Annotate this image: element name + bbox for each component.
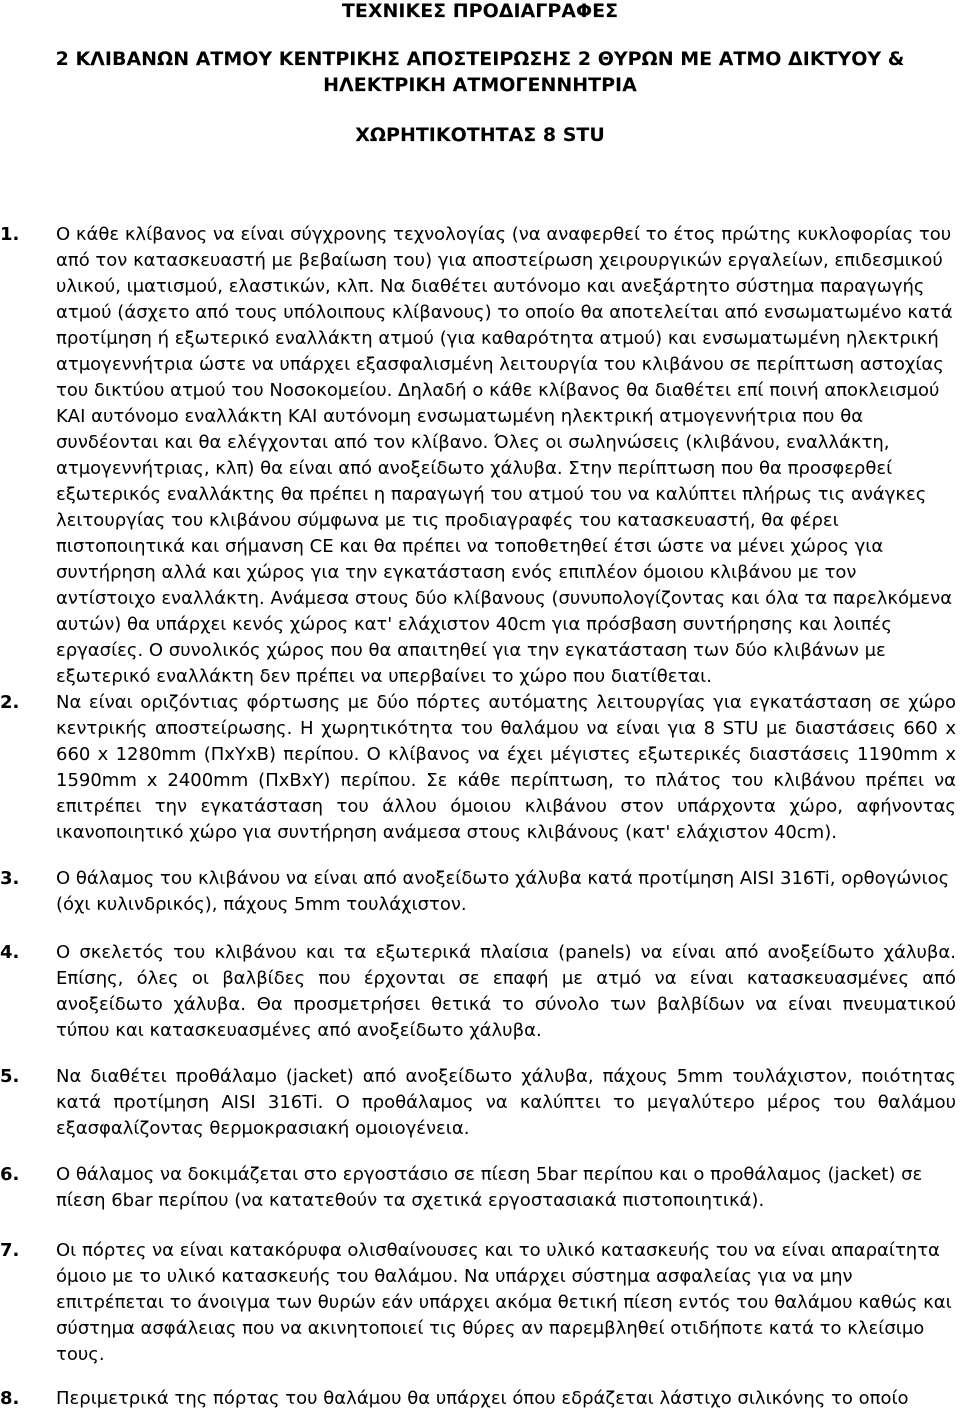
- item-text: Να είναι οριζόντιας φόρτωσης με δύο πόρτες αυτόματης λειτουργίας για εγκατάσταση σε χώρο κεντρικής αποστείρωσης. Η χωρητικότητα του θαλάμου να είναι για 8 STU με διαστάσεις 660 x 660 x 1280mm (ΠxΥxΒ) περίπου. Ο κλίβανος να έχει μέγιστες εξωτερικές διαστάσεις 1190mm x 1590mm x 2400mm (ΠxΒxΥ) περίπου. Σε κάθε περίπτωση, το πλάτος του κλιβάνου πρέπει να επιτρέπει την εγκατάσταση του άλλου όμοιου κλιβάνου στον υπάρχοντα χώρο, αφήνοντας ικανοποιητικό χώρο για συντήρηση ανάμεσα στους κλιβάνους (κατ' ελάχιστον 40cm).: [56, 692, 956, 843]
- item-number: 6.: [0, 1164, 20, 1185]
- document-title: ΤΕΧΝΙΚΕΣ ΠΡΟΔΙΑΓΡΑΦΕΣ: [341, 0, 619, 22]
- item-text: Ο θάλαμος του κλιβάνου να είναι από ανοξείδωτο χάλυβα κατά προτίμηση AISI 316Ti, ορθογώνιος (όχι κυλινδρικός), πάχους 5mm τουλάχιστον.: [56, 868, 950, 915]
- item-text: Οι πόρτες να είναι κατακόρυφα ολισθαίνουσες και το υλικό κατασκευής του να είναι απαραίτητα όμοιο με το υλικό κατασκευής του θαλάμου. Να υπάρχει σύστημα ασφαλείας για να μην επιτρέπεται το άνοιγμα των θυρών εάν υπάρχει ακόμα θετική πίεση εντός του θαλάμου καθώς και σύστημα ασφάλειας που να ακινητοποιεί τις θύρες αν παρεμβληθεί οτιδήποτε κατά το κλείσιμο τους.: [56, 1240, 952, 1365]
- item-text: Ο σκελετός του κλιβάνου και τα εξωτερικά πλαίσια (panels) να είναι από ανοξείδωτο χάλυβα. Επίσης, όλες οι βαλβίδες που έρχονται σε επαφή με ατμό να είναι κατασκευασμένες από ανοξείδωτο χάλυβα. Θα προσμετρήσει θετικά το σύνολο των βαλβίδων να είναι πνευματικού τύπου και κατασκευασμένες από ανοξείδωτο χάλυβα.: [56, 942, 956, 1041]
- document-subtitle: 2 ΚΛΙΒΑΝΩΝ ΑΤΜΟΥ ΚΕΝΤΡΙΚΗΣ ΑΠΟΣΤΕΙΡΩΣΗΣ 2 ΘΥΡΩΝ ΜΕ ΑΤΜΟ ΔΙΚΤΥΟΥ & ΗΛΕΚΤΡΙΚΗ ΑΤΜΟΓΕΝΝΗΤΡΙΑ: [55, 48, 905, 96]
- item-number: 7.: [0, 1240, 20, 1261]
- item-text: Ο κάθε κλίβανος να είναι σύγχρονης τεχνολογίας (να αναφερθεί το έτος πρώτης κυκλοφορίας του από τον κατασκευαστή με βεβαίωση του) για αποστείρωση χειρουργικών εργαλείων, επιδεσμικού υλικού, ιματισμού, ελαστικών, κλπ. Να διαθέτει αυτόνομο και ανεξάρτητο σύστημα παραγωγής ατμού (άσχετο από τους υπόλοιπους κλίβανους) το οποίο θα αποτελείται από ενσωματωμένο κατά προτίμηση ή εξωτερικό εναλλάκτη ατμού (για καθαρότητα ατμού) και ενσωματωμένη ηλεκτρική ατμογεννήτρια ώστε να υπάρχει εξασφαλισμένη λειτουργία του κλιβάνου σε περίπτωση αστοχίας του δικτύου ατμού του Νοσοκομείου. Δηλαδή ο κάθε κλίβανος θα διαθέτει επί ποινή αποκλεισμού ΚΑΙ αυτόνομο εναλλάκτη ΚΑΙ αυτόνομη ενσωματωμένη ηλεκτρική ατμογεννήτρια που θα συνδέονται και θα ελέγχονται από τον κλίβανο. Όλες οι σωληνώσεις (κλιβάνου, εναλλάκτη, ατμογεννήτριας, κλπ) θα είναι από ανοξείδωτο χάλυβα. Στην περίπτωση που θα προσφερθεί εξωτερικός εναλλάκτης θα πρέπει η παραγωγή του ατμού του να καλύπτει πλήρως τις ανάγκες λειτουργίας του κλιβάνου σύμφωνα με τις προδιαγραφές του κατασκευαστή, θα φέρει πιστοποιητικά και σήμανση CE και θα πρέπει να τοποθετηθεί έτσι ώστε να μένει χώρος για συντήρηση αλλά και χώρος για την εγκατάσταση ενός επιπλέον όμοιου κλιβάνου με τον αντίστοιχο εναλλάκτη. Ανάμεσα στους δύο κλίβανους (συνυπολογίζοντας και όλα τα παρελκόμενα αυτών) θα υπάρχει κενός χώρος κατ' ελάχιστον 40cm για πρόσβαση συντήρησης και λοιπές εργασίες. Ο συνολικός χώρος που θα απαιτηθεί για την εγκατάσταση των δύο κλιβάνων με εξωτερικό εναλλάκτη δεν πρέπει να υπερβαίνει το χώρο που διατίθεται.: [56, 224, 953, 687]
- item-number: 4.: [0, 942, 20, 963]
- item-text: Να διαθέτει προθάλαμο (jacket) από ανοξείδωτο χάλυβα, πάχους 5mm τουλάχιστον, ποιότητας κατά προτίμηση AISI 316Ti. Ο προθάλαμος να καλύπτει το μεγαλύτερο μέρος του θαλάμου εξασφαλίζοντας θερμοκρασιακή ομοιογένεια.: [56, 1066, 956, 1139]
- item-number: 3.: [0, 868, 20, 889]
- item-number: 5.: [0, 1066, 20, 1087]
- item-number: 8.: [0, 1388, 20, 1409]
- item-number: 1.: [0, 224, 20, 245]
- item-text: Ο θάλαμος να δοκιμάζεται στο εργοστάσιο σε πίεση 5bar περίπου και ο προθάλαμος (jacket) σε πίεση 6bar περίπου (να κατατεθούν τα σχετικά εργοστασιακά πιστοποιητικά).: [56, 1164, 923, 1211]
- capacity-heading: ΧΩΡΗΤΙΚΟΤΗΤΑΣ 8 STU: [355, 124, 605, 146]
- item-number: 2.: [0, 692, 20, 713]
- item-text: Περιμετρικά της πόρτας του θαλάμου θα υπάρχει όπου εδράζεται λάστιχο σιλικόνης το οποίο: [56, 1388, 909, 1409]
